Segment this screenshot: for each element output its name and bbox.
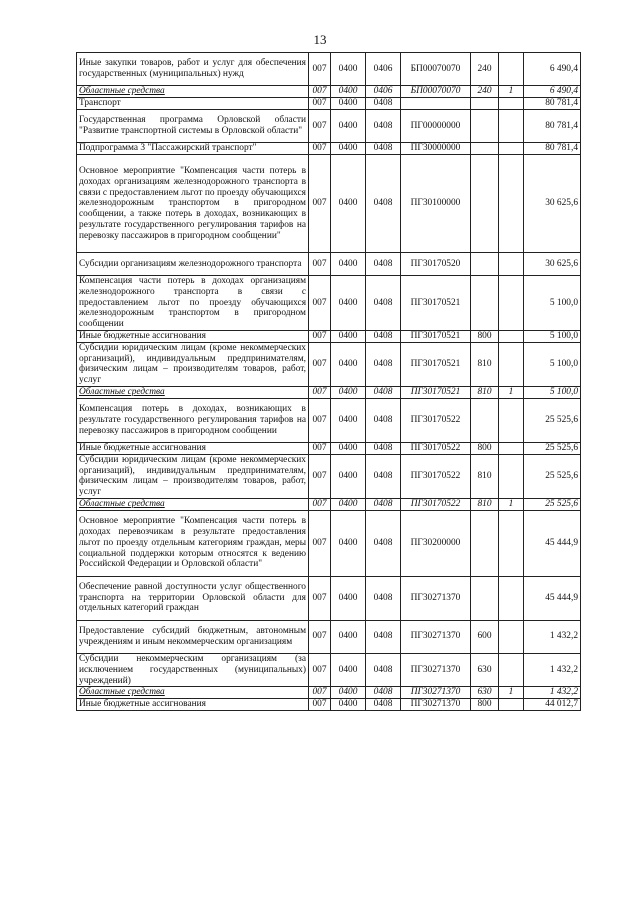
amount: 25 525,6	[524, 398, 581, 442]
row-name: Предоставление субсидий бюджетным, автономным учреждениям и иным некоммерческим организациям	[77, 620, 309, 653]
table-row	[77, 109, 581, 142]
row-name: Подпрограмма 3 "Пассажирский транспорт"	[77, 143, 309, 155]
table-row	[77, 687, 581, 699]
funding-source-code	[499, 620, 524, 653]
section-code: 0400	[331, 98, 366, 110]
ministry-code: 007	[309, 155, 331, 253]
ministry-code: 007	[309, 86, 331, 98]
expense-type-code: 800	[471, 330, 499, 342]
ministry-code: 007	[309, 454, 331, 498]
row-name: Иные бюджетные ассигнования	[77, 699, 309, 711]
amount: 30 625,6	[524, 155, 581, 253]
subsection-code: 0408	[366, 386, 401, 398]
expense-type-code: 810	[471, 498, 499, 510]
subsection-code: 0408	[366, 620, 401, 653]
section-code: 0400	[331, 109, 366, 142]
expense-type-code	[471, 155, 499, 253]
section-code: 0400	[331, 454, 366, 498]
amount: 5 100,0	[524, 330, 581, 342]
expense-type-code	[471, 98, 499, 110]
section-code: 0400	[331, 620, 366, 653]
expense-type-code: 800	[471, 699, 499, 711]
ministry-code: 007	[309, 398, 331, 442]
funding-source-code	[499, 342, 524, 386]
table-row	[77, 454, 581, 498]
ministry-code: 007	[309, 275, 331, 330]
table-row	[77, 442, 581, 454]
section-code: 0400	[331, 654, 366, 687]
section-code: 0400	[331, 342, 366, 386]
funding-source-code: 1	[499, 498, 524, 510]
ministry-code: 007	[309, 654, 331, 687]
amount: 25 525,6	[524, 454, 581, 498]
row-name: Областные средства	[77, 86, 309, 98]
subsection-code: 0408	[366, 398, 401, 442]
table-row	[77, 654, 581, 687]
section-code: 0400	[331, 330, 366, 342]
expense-type-code	[471, 109, 499, 142]
ministry-code: 007	[309, 53, 331, 86]
table-row	[77, 576, 581, 620]
target-article-code: ПГ30271370	[401, 620, 471, 653]
section-code: 0400	[331, 687, 366, 699]
section-code: 0400	[331, 253, 366, 276]
amount: 80 781,4	[524, 143, 581, 155]
funding-source-code	[499, 654, 524, 687]
subsection-code: 0408	[366, 510, 401, 576]
target-article-code: ПГ30170522	[401, 398, 471, 442]
row-name: Основное мероприятие "Компенсация части потерь в доходах организациям железнодорожного транспорта в связи с предоставлением льгот по проезду обучающихся железнодорожным транспортом в пригородном сообщении, а также потерь в доходах, возникающих в результате государственного регулирования тарифов на перевозку пассажиров в пригородном сообщении"	[77, 155, 309, 253]
amount: 44 012,7	[524, 699, 581, 711]
funding-source-code	[499, 330, 524, 342]
ministry-code: 007	[309, 386, 331, 398]
ministry-code: 007	[309, 442, 331, 454]
funding-source-code	[499, 155, 524, 253]
target-article-code: ПГ30271370	[401, 687, 471, 699]
section-code: 0400	[331, 53, 366, 86]
row-name: Субсидии некоммерческим организациям (за исключением государственных (муниципальных) учреждений)	[77, 654, 309, 687]
row-name: Компенсация части потерь в доходах организациям железнодорожного транспорта в связи с предоставлением льгот по проезду обучающихся железнодорожным транспортом в пригородном сообщении	[77, 275, 309, 330]
expense-type-code: 600	[471, 620, 499, 653]
subsection-code: 0408	[366, 576, 401, 620]
budget-table	[76, 52, 581, 711]
section-code: 0400	[331, 398, 366, 442]
subsection-code: 0408	[366, 275, 401, 330]
subsection-code: 0406	[366, 86, 401, 98]
expense-type-code	[471, 253, 499, 276]
table-row	[77, 53, 581, 86]
target-article-code: ПГ30170521	[401, 330, 471, 342]
subsection-code: 0408	[366, 687, 401, 699]
subsection-code: 0408	[366, 442, 401, 454]
row-name: Иные бюджетные ассигнования	[77, 330, 309, 342]
ministry-code: 007	[309, 687, 331, 699]
row-name: Обеспечение равной доступности услуг общественного транспорта на территории Орловской области для отдельных категорий граждан	[77, 576, 309, 620]
amount: 25 525,6	[524, 498, 581, 510]
funding-source-code	[499, 510, 524, 576]
expense-type-code: 800	[471, 442, 499, 454]
target-article-code: ПГ30271370	[401, 576, 471, 620]
table-row	[77, 386, 581, 398]
target-article-code: ПГ30170522	[401, 498, 471, 510]
expense-type-code: 240	[471, 53, 499, 86]
expense-type-code	[471, 510, 499, 576]
funding-source-code: 1	[499, 86, 524, 98]
row-name: Основное мероприятие "Компенсация части потерь в доходах перевозчикам в результате предоставления льгот по проезду отдельным категориям граждан, меры социальной поддержки которым относятся к ведению Российской Федерации и Орловской области"	[77, 510, 309, 576]
section-code: 0400	[331, 143, 366, 155]
section-code: 0400	[331, 442, 366, 454]
row-name: Областные средства	[77, 386, 309, 398]
target-article-code: ПГ30000000	[401, 143, 471, 155]
amount: 1 432,2	[524, 654, 581, 687]
table-row	[77, 620, 581, 653]
amount: 6 490,4	[524, 86, 581, 98]
funding-source-code	[499, 398, 524, 442]
row-name: Субсидии юридическим лицам (кроме некоммерческих организаций), индивидуальным предпринимателям, физическим лицам – производителям товаров, работ, услуг	[77, 454, 309, 498]
table-row	[77, 98, 581, 110]
funding-source-code	[499, 454, 524, 498]
table-row	[77, 155, 581, 253]
amount: 45 444,9	[524, 576, 581, 620]
ministry-code: 007	[309, 342, 331, 386]
amount: 5 100,0	[524, 386, 581, 398]
expense-type-code: 630	[471, 687, 499, 699]
amount: 80 781,4	[524, 98, 581, 110]
amount: 1 432,2	[524, 687, 581, 699]
ministry-code: 007	[309, 98, 331, 110]
budget-table-body	[77, 53, 581, 711]
ministry-code: 007	[309, 330, 331, 342]
target-article-code: ПГ30170521	[401, 386, 471, 398]
funding-source-code	[499, 98, 524, 110]
row-name: Областные средства	[77, 687, 309, 699]
amount: 5 100,0	[524, 342, 581, 386]
section-code: 0400	[331, 510, 366, 576]
target-article-code: БП00070070	[401, 53, 471, 86]
row-name: Областные средства	[77, 498, 309, 510]
ministry-code: 007	[309, 109, 331, 142]
row-name: Иные закупки товаров, работ и услуг для обеспечения государственных (муниципальных) нужд	[77, 53, 309, 86]
funding-source-code	[499, 275, 524, 330]
expense-type-code	[471, 398, 499, 442]
ministry-code: 007	[309, 143, 331, 155]
subsection-code: 0408	[366, 155, 401, 253]
expense-type-code: 630	[471, 654, 499, 687]
section-code: 0400	[331, 498, 366, 510]
subsection-code: 0408	[366, 654, 401, 687]
funding-source-code: 1	[499, 687, 524, 699]
row-name: Субсидии организациям железнодорожного транспорта	[77, 253, 309, 276]
table-row	[77, 699, 581, 711]
table-row	[77, 86, 581, 98]
target-article-code: ПГ30271370	[401, 654, 471, 687]
amount: 5 100,0	[524, 275, 581, 330]
subsection-code: 0408	[366, 253, 401, 276]
funding-source-code	[499, 699, 524, 711]
row-name: Государственная программа Орловской области "Развитие транспортной системы в Орловской области"	[77, 109, 309, 142]
subsection-code: 0408	[366, 330, 401, 342]
section-code: 0400	[331, 386, 366, 398]
ministry-code: 007	[309, 576, 331, 620]
ministry-code: 007	[309, 510, 331, 576]
section-code: 0400	[331, 155, 366, 253]
amount: 1 432,2	[524, 620, 581, 653]
section-code: 0400	[331, 699, 366, 711]
section-code: 0400	[331, 86, 366, 98]
table-row	[77, 275, 581, 330]
target-article-code: ПГ30170521	[401, 275, 471, 330]
funding-source-code	[499, 109, 524, 142]
table-row	[77, 330, 581, 342]
amount: 25 525,6	[524, 442, 581, 454]
section-code: 0400	[331, 576, 366, 620]
amount: 6 490,4	[524, 53, 581, 86]
expense-type-code: 810	[471, 454, 499, 498]
table-row	[77, 253, 581, 276]
subsection-code: 0408	[366, 498, 401, 510]
amount: 30 625,6	[524, 253, 581, 276]
target-article-code: ПГ30170522	[401, 442, 471, 454]
target-article-code: ПГ30170520	[401, 253, 471, 276]
expense-type-code: 240	[471, 86, 499, 98]
target-article-code: ПГ30200000	[401, 510, 471, 576]
target-article-code: ПГ30170521	[401, 342, 471, 386]
target-article-code: ПГ30170522	[401, 454, 471, 498]
subsection-code: 0408	[366, 98, 401, 110]
section-code: 0400	[331, 275, 366, 330]
funding-source-code	[499, 576, 524, 620]
table-row	[77, 498, 581, 510]
target-article-code	[401, 98, 471, 110]
row-name: Иные бюджетные ассигнования	[77, 442, 309, 454]
subsection-code: 0408	[366, 342, 401, 386]
expense-type-code: 810	[471, 342, 499, 386]
expense-type-code	[471, 143, 499, 155]
ministry-code: 007	[309, 620, 331, 653]
expense-type-code	[471, 275, 499, 330]
table-row	[77, 510, 581, 576]
ministry-code: 007	[309, 699, 331, 711]
amount: 80 781,4	[524, 109, 581, 142]
subsection-code: 0408	[366, 143, 401, 155]
expense-type-code: 810	[471, 386, 499, 398]
subsection-code: 0406	[366, 53, 401, 86]
table-row	[77, 398, 581, 442]
subsection-code: 0408	[366, 699, 401, 711]
row-name: Транспорт	[77, 98, 309, 110]
funding-source-code	[499, 53, 524, 86]
target-article-code: ПГ30271370	[401, 699, 471, 711]
amount: 45 444,9	[524, 510, 581, 576]
funding-source-code	[499, 253, 524, 276]
funding-source-code	[499, 143, 524, 155]
table-row	[77, 342, 581, 386]
target-article-code: БП00070070	[401, 86, 471, 98]
subsection-code: 0408	[366, 109, 401, 142]
target-article-code: ПГ30100000	[401, 155, 471, 253]
funding-source-code	[499, 442, 524, 454]
funding-source-code: 1	[499, 386, 524, 398]
page-number: 13	[313, 32, 327, 47]
row-name: Субсидии юридическим лицам (кроме некоммерческих организаций), индивидуальным предпринимателям, физическим лицам – производителям товаров, работ, услуг	[77, 342, 309, 386]
table-row	[77, 143, 581, 155]
ministry-code: 007	[309, 253, 331, 276]
ministry-code: 007	[309, 498, 331, 510]
row-name: Компенсация потерь в доходах, возникающих в результате государственного регулирования тарифов на перевозку пассажиров в пригородном сообщении	[77, 398, 309, 442]
target-article-code: ПГ00000000	[401, 109, 471, 142]
expense-type-code	[471, 576, 499, 620]
subsection-code: 0408	[366, 454, 401, 498]
